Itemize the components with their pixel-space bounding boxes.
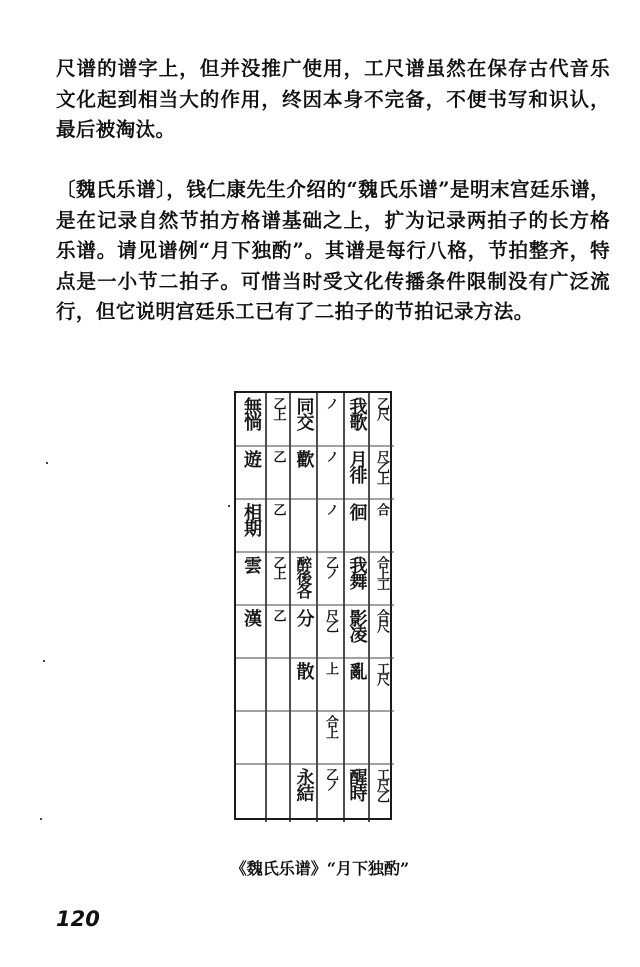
score-cell-text: 乙 — [270, 609, 286, 620]
score-cell-text: ノ — [323, 450, 338, 461]
score-cell-text: 醒時 — [346, 768, 368, 800]
scan-speck — [40, 818, 42, 820]
score-cell-text: 徊 — [346, 503, 368, 519]
score-cell-text: 乙 — [270, 503, 286, 514]
score-cell-text: 漢 — [241, 609, 262, 625]
scan-speck — [228, 505, 230, 507]
score-cell-text: 分 — [293, 609, 315, 625]
body-paragraph-1: 尺谱的谱字上，但并没推广使用，工尺谱虽然在保存古代音乐文化起到相当大的作用，终因本身不完备，不便书写和识认，最后被淘汰。 — [56, 57, 610, 141]
score-cell-text: 雲 — [241, 556, 262, 572]
score-cell-text: 工尺 — [374, 662, 389, 684]
score-cell-text: 合 — [374, 503, 389, 514]
score-cell-text: 乙ノ — [323, 556, 338, 578]
score-cell-text: 無惝 — [241, 397, 262, 429]
page-number: 120 — [56, 907, 100, 931]
score-cell-text: 永結 — [293, 768, 315, 800]
score-cell-text: 遊 — [241, 450, 262, 466]
score-cell-text: 合上 — [323, 715, 338, 737]
score-cell-text: 尺乙 — [323, 609, 338, 631]
score-cell-text: 乙上 — [270, 397, 286, 419]
score-cell-text: 合尺 — [374, 609, 389, 631]
score-cell-text: 我歌 — [346, 397, 368, 429]
score-cell-text: 乙尺 — [374, 397, 389, 419]
score-cell-text: 影凌 — [346, 609, 368, 641]
score-cell-text: 乙 — [270, 450, 286, 461]
score-cell-text: 乙ノ — [323, 768, 338, 790]
score-cell-text: 工尺乙 — [374, 768, 389, 801]
score-cell-text: 散 — [293, 662, 315, 678]
body-paragraph-2: 〔魏氏乐谱〕，钱仁康先生介绍的“魏氏乐谱”是明末宫廷乐谱，是在记录自然节拍方格谱基础之上，扩为记录两拍子的长方格乐谱。请见谱例“月下独酌”。其谱是每行八格，节拍整齐，特点是一小节二拍子。可惜当时受文化传播条件限制没有广泛流行，但它说明宫廷乐工已有了二拍子的节拍记录方法。 — [56, 178, 610, 323]
score-cell-text: 相期 — [241, 503, 262, 535]
score-cell-text: 合上工 — [374, 556, 389, 589]
score-cell-text: 我舞 — [346, 556, 368, 588]
score-cell-text: 尺乙上 — [374, 450, 389, 483]
score-cell-text: 乙上 — [270, 556, 286, 578]
score-cell-text: 醉後各 — [294, 556, 314, 597]
score-cell-text: ノ — [323, 503, 338, 514]
score-figure — [234, 391, 392, 820]
score-cell-text: 上 — [323, 662, 338, 673]
score-cell-text: 亂 — [346, 662, 368, 678]
score-cell-text: 歡 — [293, 450, 315, 466]
scan-speck — [43, 660, 45, 662]
figure-caption: 《魏氏乐谱》“月下独酌” — [230, 859, 410, 878]
score-cell-text: 同交 — [293, 397, 315, 429]
score-cell-text: ノ — [323, 397, 338, 408]
score-cell-text: 月徘 — [346, 450, 368, 482]
scan-speck — [46, 462, 48, 464]
